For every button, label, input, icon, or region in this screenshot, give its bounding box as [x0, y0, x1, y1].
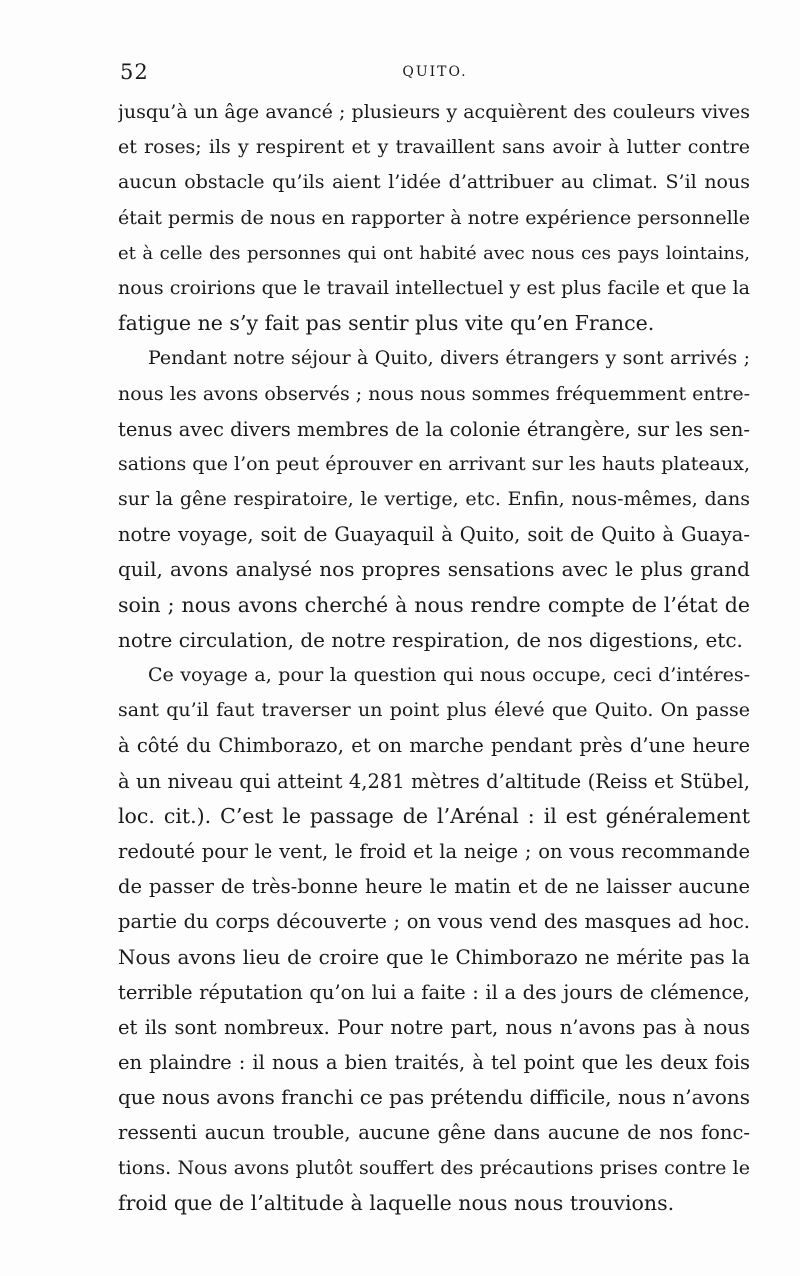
text-line: tions. Nous avons plutôt souffert des précautions prises contre le [118, 1156, 750, 1179]
text-line: nous croirions que le travail intellectuel y est plus facile et que la [118, 276, 750, 299]
text-line: redouté pour le vent, le froid et la neige ; on vous recommande [118, 839, 750, 863]
text-line: sant qu’il faut traverser un point plus élevé que Quito. On passe [118, 699, 750, 722]
text-line: notre circulation, de notre respiration, de nos digestions, etc. [118, 627, 743, 652]
text-line: à un niveau qui atteint 4,281 mètres d’altitude (Reiss et Stübel, [118, 769, 750, 793]
text-line: soin ; nous avons cherché à nous rendre compte de l’état de [118, 592, 750, 617]
text-line: était permis de nous en rapporter à notre expérience personnelle [118, 206, 750, 229]
text-line: notre voyage, soit de Guayaquil à Quito, soit de Quito à Guaya- [118, 523, 750, 547]
text-line: et ils sont nombreux. Pour notre part, nous n’avons pas à nous [118, 1015, 750, 1039]
text-line: loc. cit.). C’est le passage de l’Arénal : il est généralement [118, 803, 750, 828]
text-line: à côté du Chimborazo, et on marche pendant près d’une heure [118, 734, 750, 758]
text-line: nous les avons observés ; nous nous sommes fréquemment entre- [118, 382, 750, 405]
text-line: et roses; ils y respirent et y travaillent sans avoir à lutter contre [118, 136, 750, 159]
text-line: Ce voyage a, pour la question qui nous occupe, ceci d’intéres- [148, 664, 750, 686]
page-number: 52 [120, 60, 149, 84]
text-line: sur la gêne respiratoire, le vertige, etc. Enfin, nous-mêmes, dans [118, 488, 750, 511]
text-line: en plaindre : il nous a bien traités, à tel point que les deux fois [118, 1051, 750, 1075]
text-line: jusqu’à un âge avancé ; plusieurs y acquièrent des couleurs vives [118, 101, 750, 123]
text-line: Pendant notre séjour à Quito, divers étrangers y sont arrivés ; [148, 347, 750, 370]
text-line: que nous avons franchi ce pas prétendu difficile, nous n’avons [118, 1085, 750, 1110]
body-text [118, 95, 750, 1221]
text-line: aucun obstacle qu’ils aient l’idée d’attribuer au climat. S’il nous [118, 171, 750, 194]
text-line: de passer de très-bonne heure le matin et de ne laisser aucune [118, 875, 750, 899]
text-line: ressenti aucun trouble, aucune gêne dans aucune de nos fonc- [118, 1121, 750, 1145]
text-line: partie du corps découverte ; on vous vend des masques ad hoc. [118, 910, 750, 934]
text-line: quil, avons analysé nos propres sensations avec le plus grand [118, 557, 750, 582]
text-line: terrible réputation qu’on lui a faite : il a des jours de clémence, [118, 980, 750, 1004]
text-line: sations que l’on peut éprouver en arrivant sur les hauts plateaux, [118, 452, 750, 475]
text-line: et à celle des personnes qui ont habité avec nous ces pays lointains, [118, 242, 750, 264]
text-line: fatigue ne s’y fait pas sentir plus vite qu’en France. [118, 311, 655, 336]
page-header [120, 60, 750, 88]
running-head: QUITO. [402, 64, 468, 80]
text-line: tenus avec divers membres de la colonie étrangère, sur les sen- [118, 417, 750, 441]
text-line: froid que de l’altitude à laquelle nous nous trouvions. [118, 1190, 675, 1215]
text-line: Nous avons lieu de croire que le Chimborazo ne mérite pas la [118, 944, 750, 969]
